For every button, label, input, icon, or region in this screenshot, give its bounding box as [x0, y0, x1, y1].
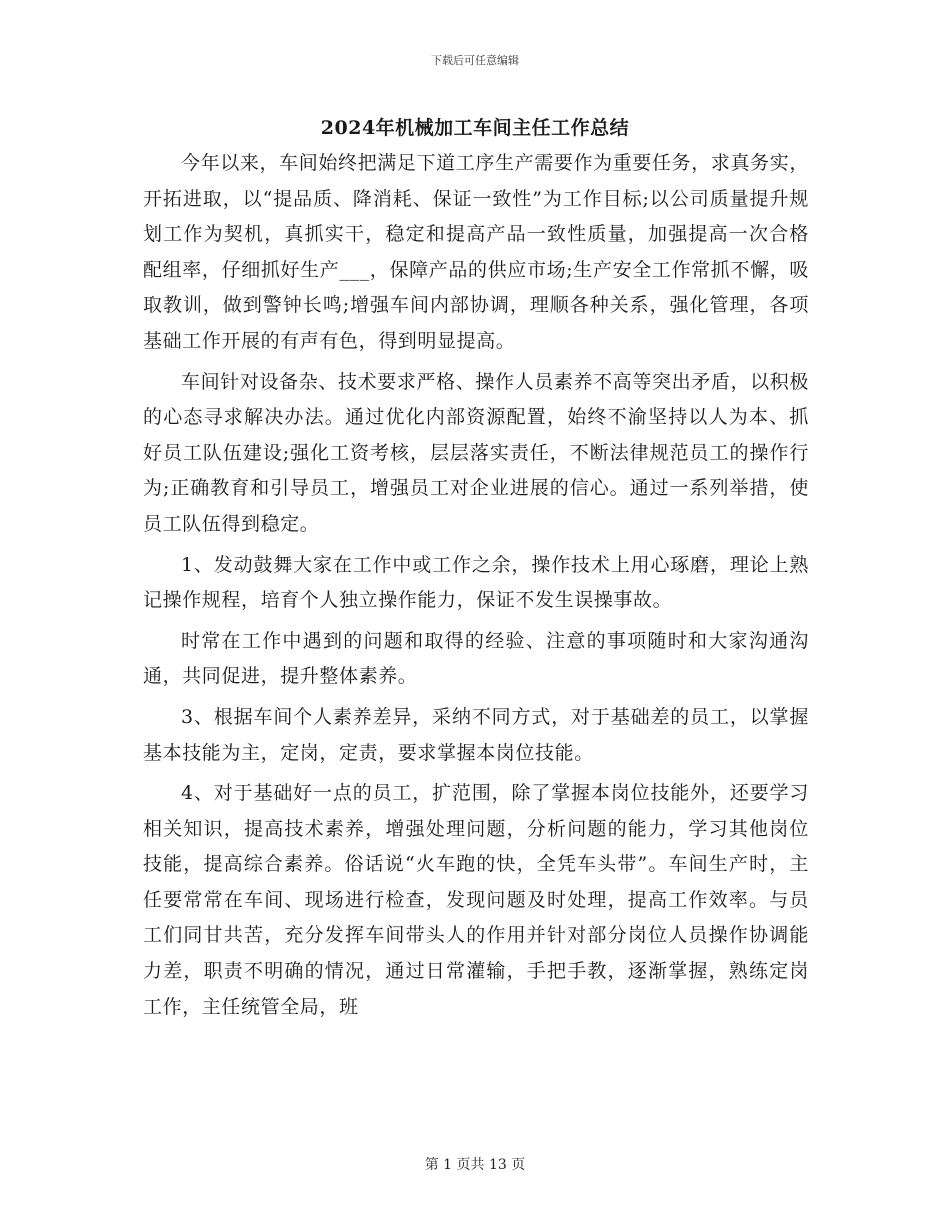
page-number-footer: 第 1 页共 13 页 — [424, 1157, 526, 1173]
paragraph-3: 1、发动鼓舞大家在工作中或工作之余，操作技术上用心琢磨，理论上熟记操作规程，培育个人独立操作能力，保证不发生误操事故。 — [143, 553, 809, 612]
paragraph-4: 时常在工作中遇到的问题和取得的经验、注意的事项随时和大家沟通沟通，共同促进，提升整体素养。 — [143, 629, 809, 688]
paragraph-6: 4、对于基础好一点的员工，扩范围，除了掌握本岗位技能外，还要学习相关知识，提高技术素养，增强处理问题，分析问题的能力，学习其他岗位技能，提高综合素养。俗话说“火车跑的快，全凭车头带”。车间生产时，主任要常常在车间、现场进行检查，发现问题及时处理，提高工作效率。与员工们同甘共苦，充分发挥车间带头人的作用并针对部分岗位人员操作协调能力差，职责不明确的情况，通过日常灌输，手把手教，逐渐掌握，熟练定岗工作，主任统管全局，班 — [143, 782, 809, 1018]
paragraph-2: 车间针对设备杂、技术要求严格、操作人员素养不高等突出矛盾，以积极的心态寻求解决办法。通过优化内部资源配置，始终不渝坚持以人为本、抓好员工队伍建设;强化工资考核，层层落实责任，不断法律规范员工的操作行为;正确教育和引导员工，增强员工对企业进展的信心。通过一系列举措，使员工队伍得到稳定。 — [143, 370, 809, 535]
document-body — [143, 146, 809, 1030]
paragraph-1: 今年以来，车间始终把满足下道工序生产需要作为重要任务，求真务实，开拓进取，以“提品质、降消耗、保证一致性”为工作目标;以公司质量提升规划工作为契机，真抓实干，稳定和提高产品一致性质量，加强提高一次合格配组率，仔细抓好生产___，保障产品的供应市场;生产安全工作常抓不懈，吸取教训，做到警钟长鸣;增强车间内部协调，理顺各种关系，强化管理，各项基础工作开展的有声有色，得到明显提高。 — [143, 152, 809, 352]
page-header-note: 下载后可任意编辑 — [431, 54, 519, 67]
document-title: 2024年机械加工车间主任工作总结 — [320, 117, 630, 139]
paragraph-5: 3、根据车间个人素养差异，采纳不同方式，对于基础差的员工，以掌握基本技能为主，定岗，定责，要求掌握本岗位技能。 — [143, 705, 809, 764]
